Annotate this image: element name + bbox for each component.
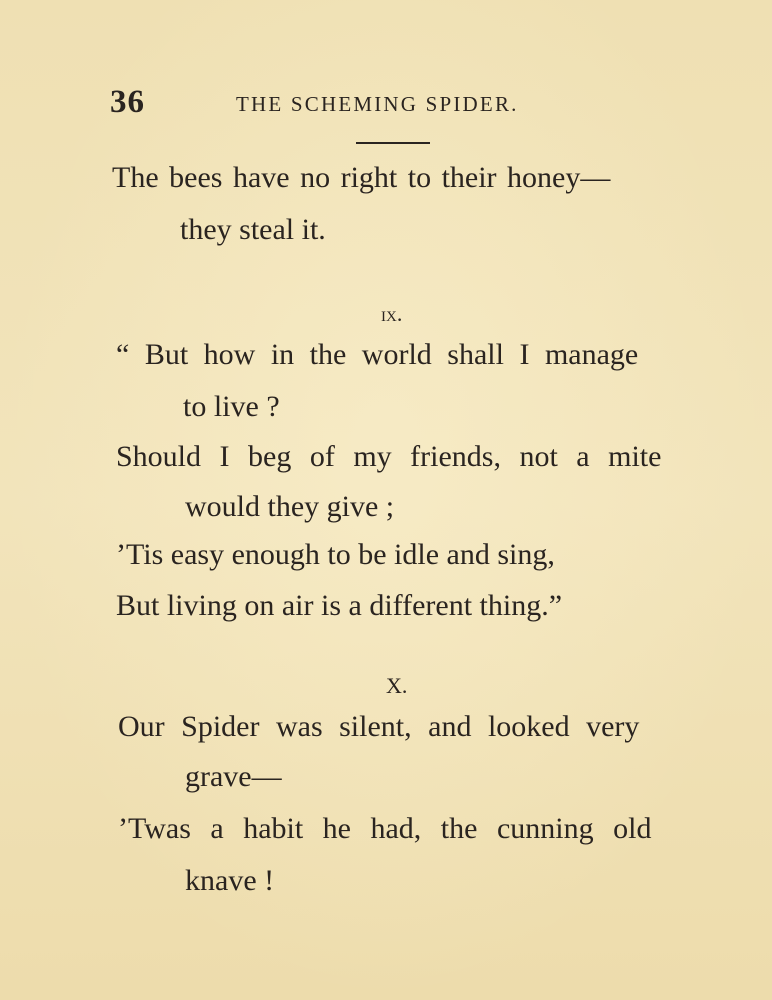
page-number: 36 xyxy=(110,84,145,120)
stanza-number: ix. xyxy=(381,301,403,326)
verse-line: “ But how in the world shall I manage xyxy=(116,338,639,371)
stanza-number: X. xyxy=(386,673,408,698)
verse-line: knave ! xyxy=(185,864,275,897)
running-head: THE SCHEMING SPIDER. xyxy=(236,92,519,116)
verse-line: to live ? xyxy=(183,390,280,423)
verse-line: ’Twas a habit he had, the cunning old xyxy=(118,812,652,845)
header-rule xyxy=(356,142,430,144)
verse-line: ’Tis easy enough to be idle and sing, xyxy=(116,538,555,571)
verse-line: The bees have no right to their honey— xyxy=(112,161,611,194)
verse-line: they steal it. xyxy=(180,213,326,246)
verse-line: would they give ; xyxy=(185,490,395,523)
verse-line: Should I beg of my friends, not a mite xyxy=(116,440,662,473)
verse-line: But living on air is a different thing.” xyxy=(116,589,563,622)
verse-line: Our Spider was silent, and looked very xyxy=(118,710,640,743)
verse-line: grave— xyxy=(185,760,282,793)
